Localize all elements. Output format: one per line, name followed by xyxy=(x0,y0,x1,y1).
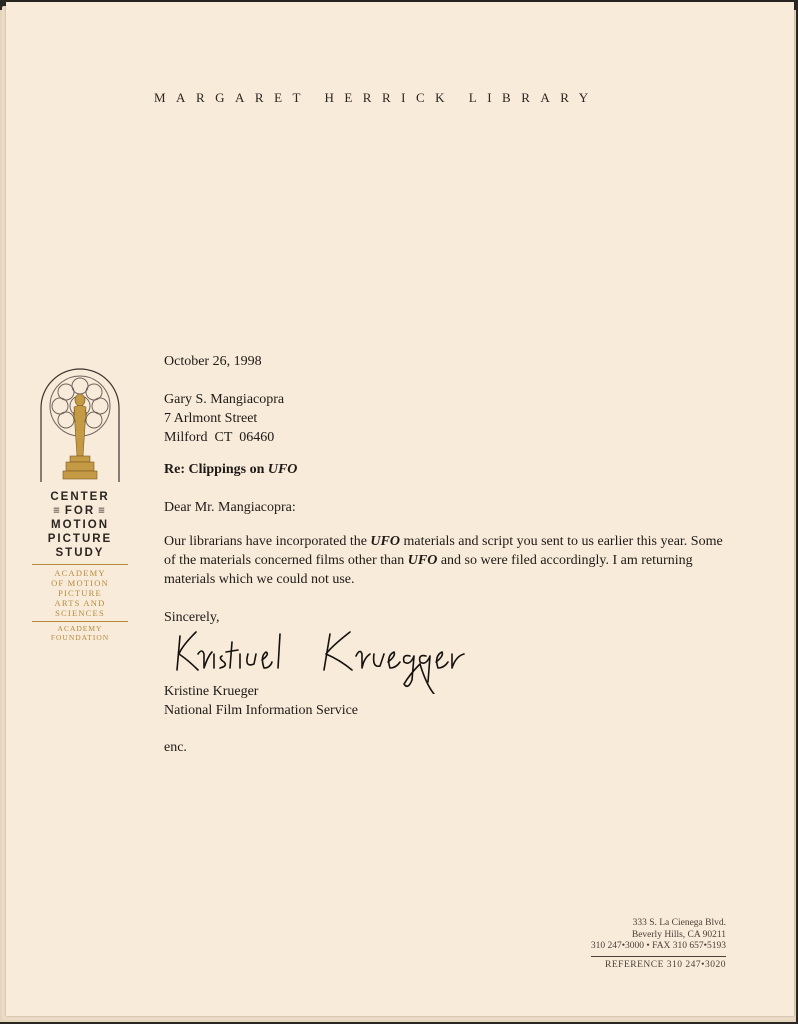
footer-city: Beverly Hills, CA 90211 xyxy=(631,929,726,940)
logo-line: PICTURE xyxy=(47,533,113,545)
salutation: Dear Mr. Mangiacopra: xyxy=(164,500,296,515)
signer-title: National Film Information Service xyxy=(164,703,359,718)
signer-name: Kristine Krueger xyxy=(164,684,259,699)
enclosure-note: enc. xyxy=(164,740,187,755)
academy-name xyxy=(32,564,128,618)
letterhead-footer xyxy=(591,918,726,971)
letter-date: October 26, 1998 xyxy=(164,354,262,369)
paragraph-title: UFO xyxy=(407,553,438,568)
ampas-line: ARTS AND xyxy=(54,598,106,608)
foundation-line: FOUNDATION xyxy=(50,633,110,642)
subject-title: UFO xyxy=(267,462,298,477)
recipient-city: Milford CT 06460 xyxy=(164,430,275,445)
letterhead-title: MARGARET HERRICK LIBRARY xyxy=(154,90,599,105)
closing: Sincerely, xyxy=(164,610,220,625)
logo-line: ≡ FOR ≡ xyxy=(32,504,128,518)
recipient-address xyxy=(164,390,284,447)
letter-paragraph xyxy=(164,532,724,589)
subject-prefix: Re: Clippings on xyxy=(164,462,268,477)
footer-reference: REFERENCE 310 247•3020 xyxy=(591,956,726,972)
recipient-name: Gary S. Mangiacopra xyxy=(164,392,285,407)
ampas-line: ACADEMY xyxy=(54,568,106,578)
signer-block xyxy=(164,682,358,720)
logo-line: MOTION xyxy=(51,519,109,531)
paragraph-text: and so were filed accordingly. I am returning materials which we could not use. xyxy=(164,553,693,587)
paragraph-text: Our librarians have incorporated the xyxy=(164,534,371,549)
recipient-street: 7 Arlmont Street xyxy=(164,411,258,426)
logo-line: STUDY xyxy=(55,547,105,559)
center-for-motion-picture-study xyxy=(32,490,128,560)
ampas-line: SCIENCES xyxy=(55,608,105,618)
paragraph-text: materials and script you sent to us earlier this year. Some of the materials concerned films other than xyxy=(164,534,723,568)
paragraph-title: UFO xyxy=(370,534,400,549)
ampas-line: PICTURE xyxy=(58,588,102,598)
footer-phone-fax: 310 247•3000 • FAX 310 657•5193 xyxy=(590,941,726,951)
foundation-line: ACADEMY xyxy=(57,624,103,633)
letter-page xyxy=(6,2,794,1016)
subject-line xyxy=(164,462,297,478)
ampas-line: OF MOTION xyxy=(51,578,109,588)
academy-logo xyxy=(32,364,128,642)
logo-line: CENTER xyxy=(50,491,110,503)
academy-foundation xyxy=(32,621,128,642)
footer-address: 333 S. La Cienega Blvd. xyxy=(632,918,726,928)
oscar-window-icon xyxy=(37,364,123,486)
